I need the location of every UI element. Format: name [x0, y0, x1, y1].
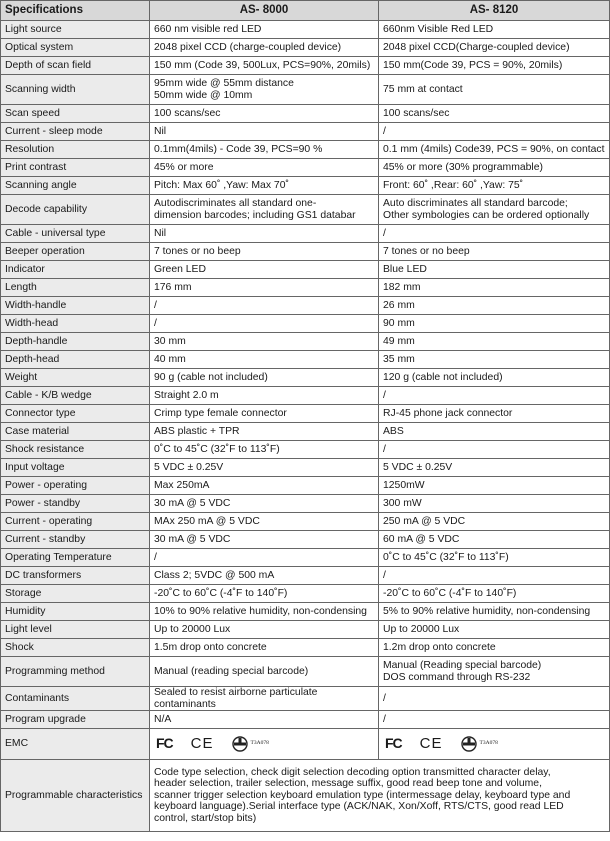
table-row [1, 351, 610, 369]
model-a-value: 30 mA @ 5 VDC [150, 495, 379, 513]
row-label: EMC [1, 729, 150, 760]
table-row [1, 639, 610, 657]
table-row [1, 195, 610, 225]
row-label: Indicator [1, 261, 150, 279]
model-a-value: 7 tones or no beep [150, 243, 379, 261]
table-row [1, 75, 610, 105]
model-a-value: 40 mm [150, 351, 379, 369]
model-a-value: Manual (reading special barcode) [150, 657, 379, 687]
row-label: Contaminants [1, 687, 150, 711]
model-a-value: N/A [150, 711, 379, 729]
model-a-value: Nil [150, 225, 379, 243]
row-label: Length [1, 279, 150, 297]
table-row [1, 531, 610, 549]
table-row [1, 495, 610, 513]
model-b-value: 0˚C to 45˚C (32˚F to 113˚F) [379, 549, 610, 567]
model-b-value: Blue LED [379, 261, 610, 279]
model-b-value: / [379, 687, 610, 711]
table-row [1, 297, 610, 315]
model-b-value: / [379, 441, 610, 459]
table-row [1, 711, 610, 729]
model-b-header: AS- 8120 [379, 1, 610, 21]
model-b-value: RJ-45 phone jack connector [379, 405, 610, 423]
row-label: Cable - K/B wedge [1, 387, 150, 405]
row-label: Depth-head [1, 351, 150, 369]
table-row [1, 177, 610, 195]
model-a-value: 10% to 90% relative humidity, non-condensing [150, 603, 379, 621]
header-row [1, 1, 610, 21]
model-b-value: Front: 60˚ ,Rear: 60˚ ,Yaw: 75˚ [379, 177, 610, 195]
row-label: DC transformers [1, 567, 150, 585]
table-row [1, 513, 610, 531]
model-a-value: Sealed to resist airborne particulate contaminants [150, 687, 379, 711]
model-a-value: 2048 pixel CCD (charge-coupled device) [150, 39, 379, 57]
row-label: Optical system [1, 39, 150, 57]
row-label: Power - standby [1, 495, 150, 513]
row-label: Operating Temperature [1, 549, 150, 567]
row-label: Width-head [1, 315, 150, 333]
model-b-value: 5 VDC ± 0.25V [379, 459, 610, 477]
row-label: Programmable characteristics [1, 760, 150, 832]
model-b-value: 0.1 mm (4mils) Code39, PCS = 90%, on contact [379, 141, 610, 159]
model-b-value: 182 mm [379, 279, 610, 297]
model-a-emc-marks [150, 729, 379, 760]
model-b-value: Auto discriminates all standard barcode; Other symbologies can be ordered optionally [379, 195, 610, 225]
model-b-value: 5% to 90% relative humidity, non-condensing [379, 603, 610, 621]
model-b-value: / [379, 711, 610, 729]
model-a-value: ABS plastic + TPR [150, 423, 379, 441]
model-b-value: / [379, 123, 610, 141]
model-b-value: / [379, 567, 610, 585]
model-a-value: 0.1mm(4mils) - Code 39, PCS=90 % [150, 141, 379, 159]
model-a-value: 95mm wide @ 55mm distance 50mm wide @ 10mm [150, 75, 379, 105]
model-a-value: -20˚C to 60˚C (-4˚F to 140˚F) [150, 585, 379, 603]
model-a-value: 45% or more [150, 159, 379, 177]
row-label: Scan speed [1, 105, 150, 123]
model-b-value: 7 tones or no beep [379, 243, 610, 261]
table-row [1, 369, 610, 387]
table-row [1, 585, 610, 603]
table-row [1, 423, 610, 441]
table-row [1, 225, 610, 243]
model-a-value: 30 mm [150, 333, 379, 351]
table-row [1, 21, 610, 39]
tuv-code: T3A078 [250, 740, 269, 747]
model-a-value: Autodiscriminates all standard one- dimension barcodes; including GS1 databar [150, 195, 379, 225]
model-a-value: Pitch: Max 60˚ ,Yaw: Max 70˚ [150, 177, 379, 195]
table-row [1, 315, 610, 333]
table-row [1, 621, 610, 639]
row-label: Cable - universal type [1, 225, 150, 243]
table-row [1, 261, 610, 279]
model-b-value: 120 g (cable not included) [379, 369, 610, 387]
model-a-value: Green LED [150, 261, 379, 279]
model-a-value: Straight 2.0 m [150, 387, 379, 405]
table-row [1, 687, 610, 711]
table-row [1, 57, 610, 75]
row-label: Programming method [1, 657, 150, 687]
fcc-logo: FC [385, 735, 402, 752]
tuv-code: T3A078 [479, 740, 498, 747]
row-label: Input voltage [1, 459, 150, 477]
row-label: Light level [1, 621, 150, 639]
table-row [1, 603, 610, 621]
model-b-value: 100 scans/sec [379, 105, 610, 123]
table-row-programmable [1, 760, 610, 832]
model-a-value: / [150, 315, 379, 333]
row-label: Connector type [1, 405, 150, 423]
model-a-value: 1.5m drop onto concrete [150, 639, 379, 657]
table-row [1, 159, 610, 177]
model-b-value: / [379, 225, 610, 243]
table-row [1, 141, 610, 159]
ce-mark: CE [190, 735, 214, 753]
row-label: Scanning angle [1, 177, 150, 195]
ce-mark: CE [419, 735, 443, 753]
model-a-value: 150 mm (Code 39, 500Lux, PCS=90%, 20mils) [150, 57, 379, 75]
table-row [1, 657, 610, 687]
table-row-emc [1, 729, 610, 760]
table-row [1, 441, 610, 459]
model-a-value: 0˚C to 45˚C (32˚F to 113˚F) [150, 441, 379, 459]
model-a-value: Up to 20000 Lux [150, 621, 379, 639]
model-a-value: Max 250mA [150, 477, 379, 495]
model-b-emc-marks [379, 729, 610, 760]
row-label: Scanning width [1, 75, 150, 105]
row-label: Shock [1, 639, 150, 657]
model-b-value: 75 mm at contact [379, 75, 610, 105]
table-row [1, 549, 610, 567]
row-label: Decode capability [1, 195, 150, 225]
table-row [1, 39, 610, 57]
model-a-value: 176 mm [150, 279, 379, 297]
model-a-value: 90 g (cable not included) [150, 369, 379, 387]
row-label: Current - sleep mode [1, 123, 150, 141]
model-a-value: / [150, 297, 379, 315]
row-label: Width-handle [1, 297, 150, 315]
model-b-value: 250 mA @ 5 VDC [379, 513, 610, 531]
model-a-value: / [150, 549, 379, 567]
model-b-value: Up to 20000 Lux [379, 621, 610, 639]
table-row [1, 459, 610, 477]
table-row [1, 477, 610, 495]
model-b-value: 49 mm [379, 333, 610, 351]
model-b-value: 26 mm [379, 297, 610, 315]
model-b-value: 45% or more (30% programmable) [379, 159, 610, 177]
row-label: Shock resistance [1, 441, 150, 459]
row-label: Depth of scan field [1, 57, 150, 75]
model-a-value: MAx 250 mA @ 5 VDC [150, 513, 379, 531]
row-label: Resolution [1, 141, 150, 159]
tuv-mark-icon [461, 736, 477, 752]
model-a-value: 5 VDC ± 0.25V [150, 459, 379, 477]
row-label: Program upgrade [1, 711, 150, 729]
model-b-value: 660nm Visible Red LED [379, 21, 610, 39]
model-b-value: 1250mW [379, 477, 610, 495]
model-b-value: ABS [379, 423, 610, 441]
model-b-value: 150 mm(Code 39, PCS = 90%, 20mils) [379, 57, 610, 75]
table-row [1, 405, 610, 423]
row-label: Depth-handle [1, 333, 150, 351]
model-a-value: Nil [150, 123, 379, 141]
model-b-value: 35 mm [379, 351, 610, 369]
model-b-value: 300 mW [379, 495, 610, 513]
table-row [1, 105, 610, 123]
row-label: Print contrast [1, 159, 150, 177]
programmable-characteristics-value: Code type selection, check digit selection decoding option transmitted character delay, header selection, trailer selection, message suffix, good read beep tone and volume, scanner trigger selection keyboard emulation type (intermessage delay, keyboard type and keyboard language).Serial interface type (ACK/NAK, Xon/Xoff, RTS/CTS, good read LED control, start/stop bits) [150, 760, 610, 832]
table-row [1, 387, 610, 405]
model-b-value: 90 mm [379, 315, 610, 333]
row-label: Power - operating [1, 477, 150, 495]
model-b-value: Manual (Reading special barcode) DOS command through RS-232 [379, 657, 610, 687]
model-a-value: 30 mA @ 5 VDC [150, 531, 379, 549]
model-a-value: 100 scans/sec [150, 105, 379, 123]
row-label: Current - standby [1, 531, 150, 549]
row-label: Humidity [1, 603, 150, 621]
row-label: Storage [1, 585, 150, 603]
fcc-logo: FC [156, 735, 173, 752]
model-b-value: 2048 pixel CCD(Charge-coupled device) [379, 39, 610, 57]
model-b-value: 1.2m drop onto concrete [379, 639, 610, 657]
row-label: Weight [1, 369, 150, 387]
row-label: Case material [1, 423, 150, 441]
model-a-header: AS- 8000 [150, 1, 379, 21]
table-row [1, 567, 610, 585]
tuv-mark-icon [232, 736, 248, 752]
spec-header: Specifications [1, 1, 150, 21]
table-row [1, 123, 610, 141]
model-b-value: / [379, 387, 610, 405]
model-b-value: 60 mA @ 5 VDC [379, 531, 610, 549]
row-label: Current - operating [1, 513, 150, 531]
model-a-value: 660 nm visible red LED [150, 21, 379, 39]
row-label: Light source [1, 21, 150, 39]
model-a-value: Class 2; 5VDC @ 500 mA [150, 567, 379, 585]
model-b-value: -20˚C to 60˚C (-4˚F to 140˚F) [379, 585, 610, 603]
model-a-value: Crimp type female connector [150, 405, 379, 423]
row-label: Beeper operation [1, 243, 150, 261]
table-row [1, 279, 610, 297]
table-row [1, 333, 610, 351]
table-row [1, 243, 610, 261]
